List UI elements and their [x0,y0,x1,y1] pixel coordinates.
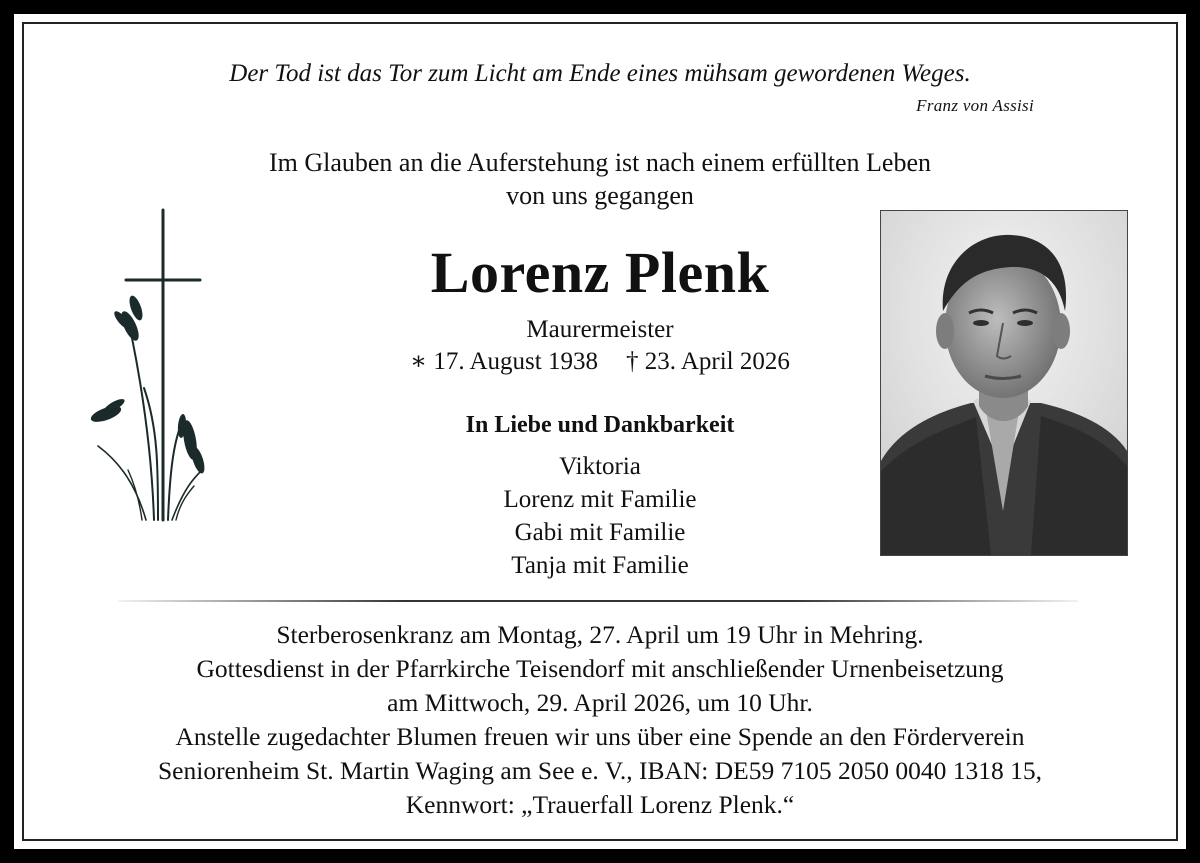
mourner-name: Gabi mit Familie [514,519,686,546]
cross-with-wheat-icon [84,208,214,524]
death-date: † 23. April 2026 [625,348,790,375]
intro-line-2: von uns gegangen [506,181,694,210]
motto-quote: Der Tod ist das Tor zum Licht am Ende eines mühsam gewordenen Weges. [229,60,971,87]
info-line: Seniorenheim St. Martin Waging am See e. V., IBAN: DE59 7105 2050 0040 1318 15, [157,756,1042,785]
info-line: Gottesdienst in der Pfarrkirche Teisendorf mit anschließender Urnenbeisetzung [196,654,1004,683]
mourner-name: Lorenz mit Familie [503,486,697,513]
intro-text [14,146,1186,212]
birth-date: ∗ 17. August 1938 [410,348,598,375]
service-info [14,618,1186,822]
info-line: Anstelle zugedachter Blumen freuen wir uns über eine Spende an den Förderverein [175,722,1025,751]
deceased-name: Lorenz Plenk [430,240,770,305]
motto-author: Franz von Assisi [916,96,1034,115]
intro-line-1: Im Glauben an die Auferstehung ist nach einem erfüllten Leben [268,148,932,177]
divider-line [118,600,1078,602]
info-line: Sterberosenkranz am Montag, 27. April um 19 Uhr in Mehring. [276,620,924,649]
mourner-name: Tanja mit Familie [511,552,689,579]
portrait-photo [880,210,1128,556]
mourners-heading: In Liebe und Dankbarkeit [465,412,735,438]
obituary-card [14,14,1186,849]
deceased-profession: Maurermeister [526,316,674,343]
info-line: Kennwort: „Trauerfall Lorenz Plenk.“ [405,790,795,819]
mourner-name: Viktoria [559,453,641,480]
info-line: am Mittwoch, 29. April 2026, um 10 Uhr. [387,688,813,717]
